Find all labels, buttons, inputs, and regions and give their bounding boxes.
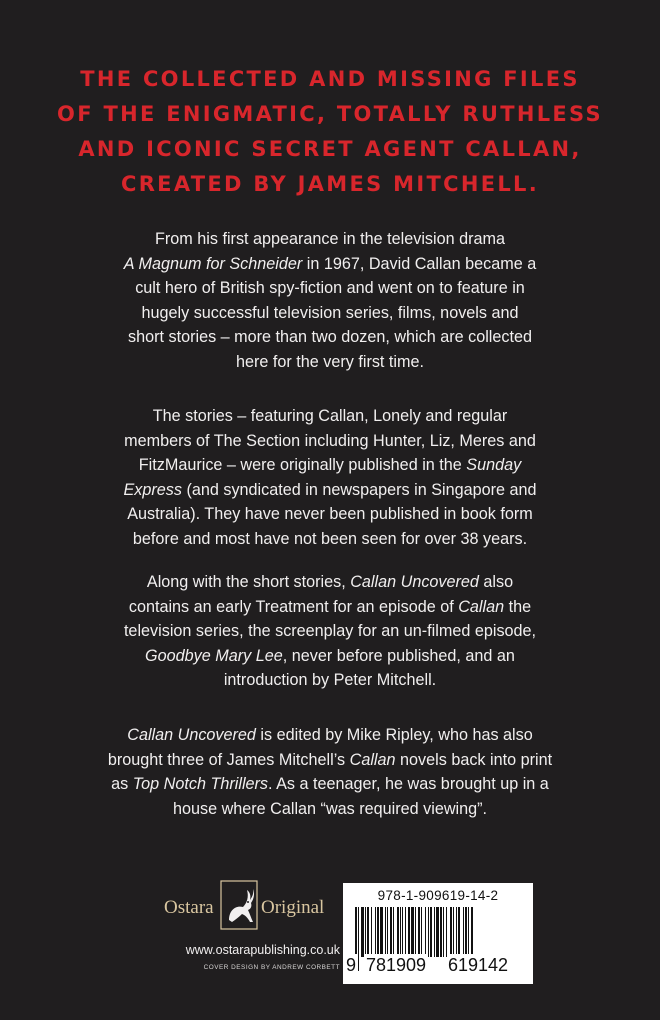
barcode-bar [397, 907, 399, 957]
text-line: short stories – more than two dozen, which are collected [128, 328, 532, 347]
barcode-bar [385, 907, 386, 957]
barcode-bar [453, 907, 454, 957]
barcode-digits [343, 954, 533, 978]
intro-paragraph [60, 227, 600, 375]
barcode-bar [405, 907, 406, 957]
text-line: Australia). They have never been published in book form [127, 505, 533, 524]
barcode-bar [365, 907, 366, 957]
title-italic: Callan [458, 597, 505, 616]
barcode-bar [458, 907, 460, 957]
text-run: as [111, 775, 133, 794]
headline-line-2: OF THE ENIGMATIC, TOTALLY RUTHLESS [57, 102, 603, 126]
text-run: Along with the short stories, [146, 573, 351, 591]
barcode-bar [443, 907, 444, 957]
title-italic: Sunday [466, 456, 522, 475]
barcode-bar [428, 907, 429, 957]
logo-word-left: Ostara [164, 897, 214, 918]
text-line: house where Callan “was required viewing”. [172, 799, 487, 818]
text-run: (and syndicated in newspapers in Singapore and [181, 480, 537, 499]
text-line [60, 748, 600, 773]
title-italic: A Magnum for Schneider [123, 254, 303, 273]
text-line: members of The Section including Hunter, Liz, Meres and [124, 431, 536, 450]
title-italic: Callan Uncovered [127, 726, 256, 744]
barcode-digits-left: 781909 [366, 955, 427, 975]
barcode-digits-right: 619142 [448, 955, 509, 975]
barcode-bar [450, 907, 452, 957]
text-line [60, 453, 600, 478]
barcode-bar [375, 907, 376, 957]
text-line [60, 772, 600, 797]
publisher-logo [164, 880, 324, 940]
barcode-bar [387, 907, 388, 957]
text-line: television series, the screenplay for an un-filmed episode, [123, 622, 537, 641]
text-line: here for the very first time. [235, 352, 424, 371]
barcode-bar [418, 907, 420, 957]
barcode-bar [421, 907, 422, 957]
barcode-bar [436, 907, 439, 957]
text-run: the [504, 597, 532, 616]
title-italic: Callan Uncovered [350, 573, 479, 591]
logo-word-right: Original [261, 897, 325, 918]
hare-icon [220, 880, 258, 930]
stories-paragraph [60, 404, 600, 552]
barcode-bar [377, 907, 379, 957]
text-run: in 1967, David Callan became a [302, 254, 537, 273]
title-italic: Callan [349, 750, 396, 769]
barcode-bar [393, 907, 394, 957]
isbn-barcode [343, 883, 533, 984]
text-run: FitzMaurice – were originally published in the [138, 456, 467, 475]
headline-line-1: THE COLLECTED AND MISSING FILES [80, 67, 580, 91]
text-run: . As a teenager, he was brought up in a [268, 775, 549, 794]
barcode-bar [430, 907, 432, 957]
headline-line-3: AND ICONIC SECRET AGENT CALLAN, [78, 137, 582, 161]
barcode-bar [425, 907, 426, 957]
text-line: hugely successful television series, films, novels and [141, 303, 519, 322]
text-run: brought three of James Mitchell’s [107, 750, 350, 769]
text-run: is edited by Mike Ripley, who has also [255, 726, 533, 744]
barcode-bar [367, 907, 369, 957]
title-italic: Goodbye Mary Lee [145, 646, 283, 665]
title-italic: Top Notch Thrillers [132, 775, 269, 794]
text-line [60, 570, 600, 595]
text-line: cult hero of British spy-fiction and went on to feature in [135, 279, 525, 298]
text-line: before and most have not been seen for over 38 years. [132, 529, 528, 548]
text-run: novels back into print [395, 750, 553, 769]
barcode-bar [456, 907, 457, 957]
barcode-bar [463, 907, 464, 957]
barcode-bar [361, 907, 364, 957]
text-line: From his first appearance in the television drama [155, 230, 505, 248]
barcode-bar [380, 907, 383, 957]
barcode-bar [434, 907, 435, 957]
publisher-url[interactable]: www.ostarapublishing.co.uk [185, 943, 340, 957]
isbn-text: 978-1-909619-14-2 [377, 888, 499, 903]
barcode-bar [400, 907, 401, 957]
text-line [60, 595, 600, 620]
headline-line-4: CREATED BY JAMES MITCHELL. [121, 172, 539, 196]
barcode-bar [402, 907, 403, 957]
barcode-digit-first: 9 [346, 955, 357, 975]
text-run: contains an early Treatment for an episode of [128, 597, 459, 616]
barcode-bar [465, 907, 467, 957]
text-line [60, 252, 600, 277]
text-run: also [478, 573, 514, 591]
text-line [60, 644, 600, 669]
barcode-bar [390, 907, 392, 957]
barcode-bar [440, 907, 442, 957]
title-italic: Express [123, 480, 182, 499]
text-line [60, 723, 600, 748]
text-line: introduction by Peter Mitchell. [223, 671, 437, 690]
headline [40, 62, 620, 202]
contents-paragraph [60, 570, 600, 693]
text-line [60, 478, 600, 503]
text-line: The stories – featuring Callan, Lonely and regular [152, 407, 508, 425]
editor-paragraph [60, 723, 600, 821]
barcode-bar [446, 907, 447, 957]
text-run: , never before published, and an [282, 646, 515, 665]
barcode-bar [408, 907, 410, 957]
barcode-bar [371, 907, 372, 957]
cover-design-credit: COVER DESIGN BY ANDREW CORBETT [203, 964, 340, 971]
